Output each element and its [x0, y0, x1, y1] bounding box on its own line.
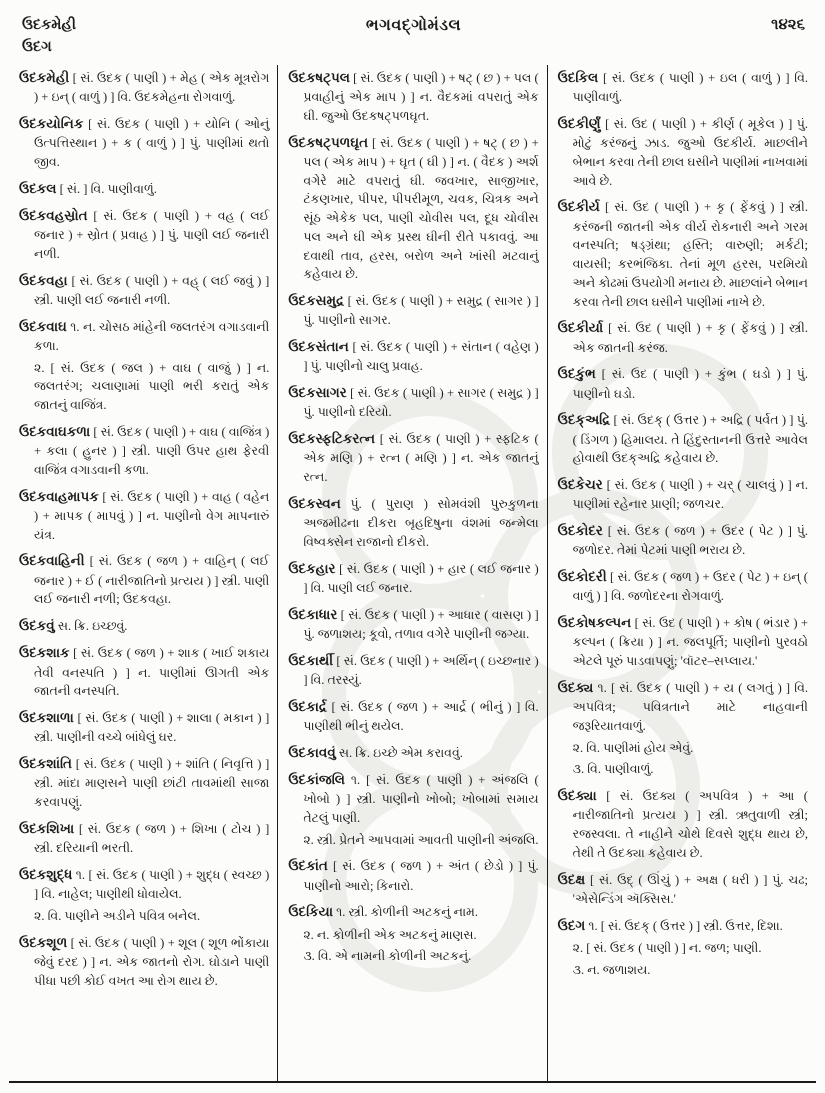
headword: ઉદકયોનિક: [19, 115, 84, 131]
dictionary-entry: [288, 68, 538, 126]
headword: ઉદકસમુદ્ર: [288, 293, 345, 309]
dictionary-entry: [19, 933, 269, 991]
headword: ઉદકષટ્પલ: [288, 69, 350, 85]
dictionary-entry: [288, 856, 538, 895]
headword: ઉદકવાઘ: [19, 318, 67, 334]
entry-sense: ૨. વિ. પાણીને અડીને પવિત્ર બનેલ.: [34, 908, 201, 923]
headword: ઉદકશુદ્ધ: [19, 866, 73, 882]
entry-definition: ઉદકીર્ય [ સં. ઉદ ( પાણી ) + કૃ ( ફેંકવું ) ] સ્ત્રી. કરંજની જાતની એક વીર્ય રોકનારી અને ગરમ વનસ્પતિ; ષડ્ગ્રંથા; હસ્તિ; વારુણી; મર્કટી; વાયસી; કરભંજિકા. તેનાં મૂળ હરસ, પરમિયો અને કોઢમાં ઉપયોગી મનાય છે. માછલાંને બેભાન કરવા તેની છાલ ઘસીને પાણીમાં નાખે છે.: [557, 199, 808, 309]
entry-definition: ઉદકસમુદ્ર [ સં. ઉદક ( પાણી ) + સમુદ્ર ( સાગર ) ] પું. પાણીનો સાગર.: [288, 293, 539, 328]
dictionary-entry: [19, 819, 269, 858]
entry-definition: ઉદકવહસ્રોત [ સં. ઉદક ( પાણી ) + વહ ( લઈ જનાર ) + સ્રોત ( પ્રવાહ ) ] પું. પાણી લઈ જનારી નળી.: [19, 207, 270, 261]
entry-definition: ઉદકોદરી [ સં. ઉદક ( જળ ) + ઉદર ( પેટ ) + ઇન્ ( વાળું ) ] વિ. જળોદરના રોગવાળું.: [557, 569, 808, 604]
dictionary-entry: [19, 68, 269, 107]
column-2: [277, 65, 546, 1081]
headword: ઉદકવું: [19, 618, 55, 634]
entry-sense: ૩. વિ. એ નામની કોળીની અટકનું.: [303, 949, 472, 964]
headword: ઉદકસ્ફટિકરત્ન: [288, 431, 376, 447]
dictionary-entry: [19, 114, 269, 172]
headword: ઉદક્ય: [557, 679, 594, 695]
entry-sense: ૨. વિ. પાણીમાં હોય એવું.: [572, 740, 694, 755]
headword: ઉદકહાર: [288, 560, 336, 576]
dictionary-entry: [19, 551, 269, 609]
entry-definition: ઉદકસ્વન પું. ( પુરાણ ) સોમવંશી પુરુકુળના અજમીઢના દીકરા બૃહદિષુના વંશમાં જન્મેલા વિષ્વક્સેન રાજાનો દીકરો.: [288, 495, 539, 549]
headword: ઉદકાર્થી: [288, 652, 334, 668]
headword: ઉદકશાક: [19, 645, 70, 661]
entry-definition: ઉદકષટ્પલ [ સં. ઉદક ( પાણી ) + ષટ્ ( છ ) + પલ ( પ્રવાહીનું એક માપ ) ] ન. વૈદકમાં વપરાતું એક ઘી. જુઓ ઉદકષટ્પળઘૃત.: [288, 69, 539, 123]
dictionary-entry: [288, 605, 538, 644]
dictionary-entry: [19, 754, 269, 812]
entry-definition: ઉદક્અદ્રિ [ સં. ઉદક્ ( ઉત્તર ) + અદ્રિ ( પર્વત ) ] પું. ( ડિંગળ ) હિમાલય. તે હિંદુસ્તાનની ઉત્તરે આવેલ હોવાથી ઉદક્અદ્રિ કહેવાય છે.: [557, 412, 808, 466]
dictionary-entry: [19, 643, 269, 701]
headword: ઉદકિયા: [288, 904, 334, 920]
entry-definition: ઉદકોદર [ સં. ઉદક ( જળ ) + ઉદર ( પેટ ) ] પું. જળોદર. તેમાં પેટમાં પાણી ભરાય છે.: [557, 523, 808, 558]
entry-definition: ઉદકશાળા [ સં. ઉદક ( પાણી ) + શાલા ( મકાન ) ] સ્ત્રી. પાણીની વચ્ચે બાંધેલું ઘર.: [19, 710, 270, 745]
entry-definition: ઉદકશિખા [ સં. ઉદક ( જળ ) + શિખા ( ટોચ ) ] સ્ત્રી. દરિયાની ભરતી.: [19, 820, 270, 856]
dictionary-entry: [288, 494, 538, 552]
headword: ઉદક્ષ: [557, 871, 586, 887]
dictionary-entry: [558, 364, 808, 403]
entry-sense: ૨. સ્ત્રી. પ્રેતને આપવામાં આવતી પાણીની અંજલિ.: [303, 832, 539, 847]
headword: ઉદકવાઘકળા: [19, 423, 91, 439]
entry-sense: ૨. ન. કોળીની એક અટકનું માણસ.: [303, 927, 477, 942]
entry-definition: ઉદકાવવું સ. ક્રિ. ઇચ્છે એમ કરાવવું.: [288, 744, 463, 760]
entry-definition: ઉદકવાહમાપક [ સં. ઉદક ( પાણી ) + વાહ ( વહેન ) + માપક ( માપવું ) ] ન. પાણીનો વેગ માપનારું યંત્ર.: [19, 488, 270, 542]
entry-definition: ઉદકયોનિક [ સં. ઉદક ( પાણી ) + યોનિ ( ઓનું ઉત્પત્તિસ્થાન ) + ક ( વાળું ) ] પું. પાણીમાં થતો જીવ.: [19, 115, 270, 169]
dictionary-entry: [558, 114, 808, 191]
dictionary-entry: [558, 475, 808, 514]
dictionary-entry: [19, 616, 269, 636]
entry-definition: ઉદકવાઘ ૧. ન. ચોસઠ માંહેની જલતરંગ વગાડવાની કળા.: [19, 318, 270, 353]
dictionary-entry: [558, 521, 808, 560]
headword: ઉદક્યા: [557, 788, 597, 804]
dictionary-entry: [288, 697, 538, 736]
headword: ઉદકોદર: [557, 523, 603, 539]
entry-definition: ઉદકીર્યા [ સં. ઉદ ( પાણી ) + કૃ ( ફેંકવું ) ] સ્ત્રી. એક જાતની કરંજ.: [557, 320, 808, 355]
dictionary-entry: [288, 743, 538, 763]
dictionary-entry: [19, 865, 269, 926]
entry-sense: ૨. [ સં. ઉદક ( પાણી ) ] ન. જળ; પાણી.: [572, 940, 762, 955]
entries-columns: [9, 65, 816, 1083]
entry-definition: ઉદકવું સ. ક્રિ. ઇચ્છવું.: [19, 618, 128, 634]
page-header: [0, 0, 825, 61]
dictionary-entry: [19, 487, 269, 545]
headword: ઉદકવહસ્રોત: [19, 207, 88, 223]
dictionary-entry: [558, 410, 808, 468]
headword: ઉદકસંતાન: [288, 339, 349, 355]
entry-definition: ઉદકુંભ [ સં. ઉદ ( પાણી ) + કુંભ ( ઘડો ) ] પું. પાણીનો ઘડો.: [557, 366, 808, 401]
dictionary-entry: [19, 422, 269, 480]
dictionary-entry: [558, 870, 808, 909]
dictionary-entry: [288, 770, 538, 850]
headword: ઉદકિલ: [557, 69, 599, 85]
entry-definition: ઉદકશાંતિ [ સં. ઉદક ( પાણી ) + શાંતિ ( નિવૃત્તિ ) ] સ્ત્રી. માંદા માણસને પાણી છાંટી તાવમાંથી સાજા કરવાપણું.: [19, 756, 270, 810]
dictionary-entry: [558, 678, 808, 779]
dictionary-entry: [288, 429, 538, 487]
dictionary-entry: [558, 786, 808, 863]
entry-definition: ઉદકિયા ૧. સ્ત્રી. કોળીની અટકનું નામ.: [288, 904, 479, 920]
headword: ઉદકવહા: [19, 272, 68, 288]
entry-definition: ઉદકહાર [ સં. ઉદક ( પાણી ) + હાર ( લઈ જનાર ) ] વિ. પાણી લઈ જનાર.: [288, 560, 539, 595]
entry-definition: ઉદકેચર [ સં. ઉદક ( પાણી ) + ચર્ ( ચાલવું ) ] ન. પાણીમાં રહેનાર પ્રાણી; જળચર.: [557, 477, 808, 512]
entry-sense: ૩. ન. જળાશય.: [572, 962, 651, 977]
guide-words: [22, 14, 202, 59]
dictionary-entry: [558, 613, 808, 671]
dictionary-entry: [288, 133, 538, 285]
dictionary-entry: [288, 902, 538, 966]
entry-sense: ૩. વિ. પાણીવાળું.: [572, 762, 654, 777]
headword: ઉદકષટ્પળઘૃત: [288, 134, 369, 150]
headword: ઉદકાધાર: [288, 606, 338, 622]
entry-definition: ઉદક્યા [ સં. ઉદક્ય ( અપવિત્ર ) + આ ( નારીજાતિનો પ્રત્યય ) ] સ્ત્રી. ઋતુવાળી સ્ત્રી; રજસ્વલા. તે નાહીને ચોથે દિવસે શુદ્ધ થાય છે, તેથી તે ઉદક્યા કહેવાય છે.: [557, 788, 808, 860]
entry-definition: ઉદકવાઘકળા [ સં. ઉદક ( પાણી ) + વાઘ ( વાજિંત્ર ) + કલા ( હુનર ) ] સ્ત્રી. પાણી ઉપર હાથ ફેરવી વાજિંત્ર વગાડવાની કળા.: [19, 423, 270, 477]
headword: ઉદકુંભ: [557, 366, 596, 382]
guide-word-first: ઉદકમેહી: [22, 17, 76, 33]
entry-definition: ઉદગ ૧. [ સં. ઉદક્ ( ઉત્તર ) ] સ્ત્રી. ઉત્તર, દિશા.: [557, 917, 783, 933]
headword: ઉદકાંજલિ: [288, 771, 345, 787]
headword: ઉદકાંત: [288, 858, 328, 874]
dictionary-entry: [19, 708, 269, 747]
headword: ઉદકાવવું: [288, 744, 336, 760]
headword: ઉદકીર્ણું: [557, 115, 601, 131]
headword: ઉદક્અદ્રિ: [557, 412, 611, 428]
column-1: [9, 65, 277, 1081]
headword: ઉદકશાંતિ: [19, 756, 73, 772]
page-number: ૧૪૨૬: [771, 17, 805, 33]
headword: ઉદગ: [557, 917, 586, 933]
entry-definition: ઉદકમેહી [ સં. ઉદક ( પાણી ) + મેહ ( એક મૂત્રરોગ ) + ઇન્ ( વાળું ) ] વિ. ઉદકમેહના રોગવાળું.: [19, 69, 270, 105]
entry-definition: ઉદકવહા [ સં. ઉદક ( પાણી ) + વહ્ ( લઈ જવું ) ] સ્ત્રી. પાણી લઈ જનારી નળી.: [19, 272, 270, 307]
dictionary-entry: [558, 318, 808, 357]
headword: ઉદકોદરી: [557, 569, 607, 585]
entry-definition: ઉદકાર્થી [ સં. ઉદક ( પાણી ) + અર્થિન્ ( ઇચ્છનાર ) ] વિ. તરસ્યું.: [288, 652, 539, 687]
column-3: [547, 65, 816, 1081]
dictionary-entry: [19, 317, 269, 415]
headword: ઉદકસ્વન: [288, 495, 341, 511]
dictionary-entry: [288, 651, 538, 690]
headword: ઉદકશૂળ: [19, 934, 68, 950]
entry-definition: ઉદકોષકલ્પન [ સં. ઉદ ( પાણી ) + કોષ ( ભંડાર ) + કલ્પન ( ક્રિયા ) ] ન. જલપૂર્તિ; પાણીનો પુરવઠો એટલે પૂરું પાડવાપણું; 'વૉટર–સપ્લાય.': [557, 615, 808, 669]
entry-definition: ઉદકશૂળ [ સં. ઉદક ( પાણી ) + શૂલ ( શૂળ ભોંકાયા જેવું દરદ ) ] ન. એક જાતનો રોગ. ઘોડાને પાણી પીધા પછી કોઈ વખત આ રોગ થાય છે.: [19, 934, 270, 988]
dictionary-entry: [288, 291, 538, 330]
headword: ઉદકશાળા: [19, 710, 74, 726]
headword: ઉદકસાગર: [288, 385, 347, 401]
entry-definition: ઉદક્ય ૧. [ સં. ઉદક ( પાણી ) + ય ( લગતું ) ] વિ. અપવિત્ર; પવિત્રતાને માટે નાહવાની જરૂરિયાતવાળું.: [557, 679, 808, 733]
entry-definition: ઉદકીર્ણું [ સં. ઉદ ( પાણી ) + કીર્ણ ( મૂકેલ ) ] પું. મોટું કરંજનું ઝાડ. જુઓ ઉદકીર્ય. માછલીને બેભાન કરવા તેની છાલ ઘસીને પાણીમાં નાખવામાં આવે છે.: [557, 115, 808, 188]
entry-definition: ઉદકાધાર [ સં. ઉદક ( પાણી ) + આધાર ( વાસણ ) ] પું. જળાશય; કૂવો, તળાવ વગેરે પાણીની જગ્યા.: [288, 606, 539, 641]
entry-definition: ઉદકસ્ફટિકરત્ન [ સં. ઉદક ( પાણી ) + સ્ફટિક ( એક મણિ ) + રત્ન ( મણિ ) ] ન. એક જાતનું રત્ન.: [288, 431, 539, 485]
headword: ઉદકીર્ય: [557, 199, 600, 215]
dictionary-entry: [288, 559, 538, 598]
entry-definition: ઉદકશાક [ સં. ઉદક ( જળ ) + શાક ( ખાઈ શકાય તેવી વનસ્પતિ ) ] ન. પાણીમાં ઊગતી એક જાતની વનસ્પતિ.: [19, 645, 270, 699]
headword: ઉદકલ: [19, 180, 57, 196]
guide-word-last: ઉદગ: [22, 39, 52, 56]
headword: ઉદકીર્યા: [557, 320, 604, 336]
dictionary-entry: [558, 567, 808, 606]
entry-definition: ઉદકસાગર [ સં. ઉદક ( પાણી ) + સાગર ( સમુદ્ર ) ] પું. પાણીનો દરિયો.: [288, 385, 539, 420]
dictionary-entry: [19, 271, 269, 310]
headword: ઉદકેચર: [557, 477, 603, 493]
entry-definition: ઉદકષટ્પળઘૃત [ સં. ઉદક ( પાણી ) + ષટ્ ( છ ) + પલ ( એક માપ ) + ઘૃત ( ઘી ) ] ન. ( વૈદક ) અર્શ વગેરે માટે વપરાતું ઘી. જવખાર, સાજીખાર, ટંકણખાર, પીપર, પીપરીમૂળ, ચવક, ચિત્રક અને સૂંઠ એકેક પલ, પાણી ચોવીસ પલ, દૂધ ચોવીસ પલ અને ઘી એક પ્રસ્થ ઘીની રીતે પકાવવું. આ દવાથી તાવ, હરસ, બરોળ અને ખાંસી મટવાનું કહેવાય છે.: [288, 134, 539, 282]
entry-definition: ઉદકવાહિની [ સં. ઉદક ( જળ ) + વાહિન્ ( લઈ જનાર ) + ઈ ( નારીજાતિનો પ્રત્યય ) ] સ્ત્રી. પાણી લઈ જનારી નળી; ઉદકવહા.: [19, 553, 270, 607]
entry-definition: ઉદકાંજલિ ૧. [ સં. ઉદક ( પાણી ) + અંજલિ ( ખોબો ) ] સ્ત્રી. પાણીનો ખોબો; ખોબામાં સમાય તેટલું પાણી.: [288, 771, 539, 825]
entry-definition: ઉદકશુદ્ધ ૧. [ સં. ઉદક ( પાણી ) + શુદ્ધ ( સ્વચ્છ ) ] વિ. નાહેલ; પાણીથી ધોવાયેલ.: [19, 866, 270, 902]
entry-definition: ઉદક્ષ [ સં. ઉદ્ ( ઊંચું ) + અક્ષ ( ધરી ) ] પું. ચઢ; 'એસેન્ડિંગ ઍક્સિસ.': [557, 871, 808, 906]
headword: ઉદકાર્દ્ર: [288, 698, 327, 714]
headword: ઉદકશિખા: [19, 820, 75, 836]
headword: ઉદકોષકલ્પન: [557, 615, 632, 631]
book-title: ભગવદ્ગોમંડલ: [365, 17, 462, 34]
dictionary-entry: [558, 197, 808, 311]
headword: ઉદકવાહમાપક: [19, 488, 99, 504]
entry-definition: ઉદકાર્દ્ર [ સં. ઉદક ( જળ ) + આર્દ્ર ( ભીનું ) ] વિ. પાણીથી ભીનું થયેલ.: [288, 698, 539, 733]
dictionary-entry: [288, 337, 538, 376]
entry-definition: ઉદકિલ [ સં. ઉદક ( પાણી ) + ઇલ ( વાળું ) ] વિ. પાણીવાળું.: [557, 69, 808, 105]
dictionary-entry: [558, 916, 808, 980]
headword: ઉદકમેહી: [19, 69, 70, 85]
headword: ઉદકવાહિની: [19, 553, 85, 569]
dictionary-entry: [558, 68, 808, 107]
entry-definition: ઉદકસંતાન [ સં. ઉદક ( પાણી ) + સંતાન ( વહેણ ) ] પું. પાણીનો ચાલુ પ્રવાહ.: [288, 339, 539, 374]
entry-definition: ઉદકલ [ સં. ] વિ. પાણીવાળું.: [19, 180, 157, 196]
dictionary-entry: [19, 206, 269, 264]
dictionary-entry: [19, 179, 269, 199]
entry-definition: ઉદકાંત [ સં. ઉદક ( જળ ) + અંત ( છેડો ) ] પું. પાણીનો આરો; કિનારો.: [288, 858, 539, 893]
entry-sense: ૨. [ સં. ઉદક ( જલ ) + વાઘ ( વાજું ) ] ન. જલતરંગ; ચલાણામાં પાણી ભરી કરાતું એક જાતનું વાજિંત્ર.: [34, 360, 270, 413]
dictionary-entry: [288, 383, 538, 422]
